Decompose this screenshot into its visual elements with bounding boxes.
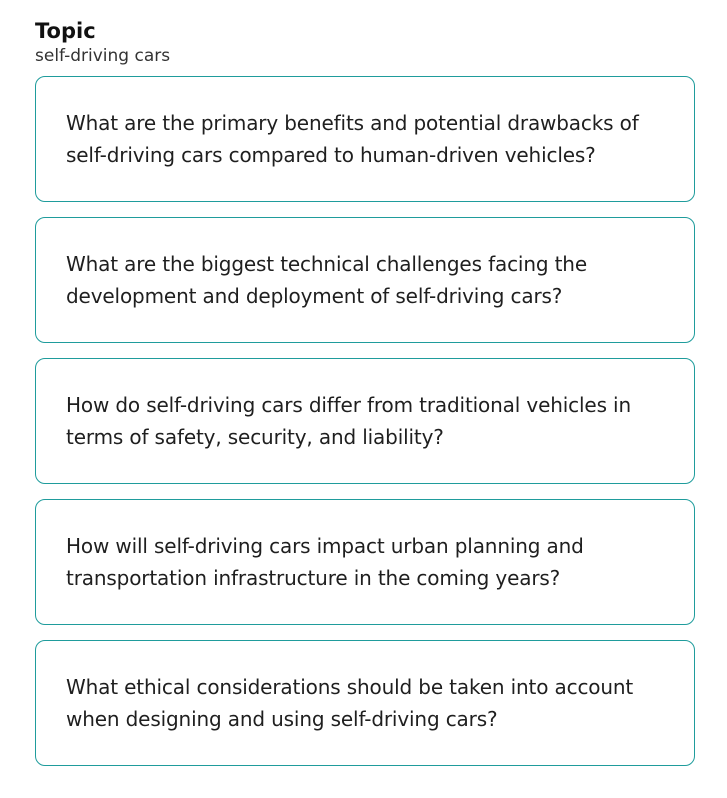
suggested-question-card[interactable] bbox=[35, 358, 695, 484]
suggested-question-text: How do self-driving cars differ from traditional vehicles in terms of safety, security, and liability? bbox=[66, 393, 631, 449]
suggested-question-card[interactable] bbox=[35, 217, 695, 343]
suggested-question-text: How will self-driving cars impact urban planning and transportation infrastructure in the coming years? bbox=[66, 534, 584, 590]
suggested-question-card[interactable] bbox=[35, 640, 695, 766]
topic-panel bbox=[35, 17, 695, 766]
suggested-question-text: What ethical considerations should be taken into account when designing and using self-driving cars? bbox=[66, 675, 634, 731]
topic-value: self-driving cars bbox=[35, 46, 171, 66]
topic-heading: Topic bbox=[35, 19, 96, 43]
suggested-question-text: What are the biggest technical challenges facing the development and deployment of self-driving cars? bbox=[66, 252, 587, 308]
suggested-question-text: What are the primary benefits and potential drawbacks of self-driving cars compared to human-driven vehicles? bbox=[66, 111, 639, 167]
suggested-questions-list bbox=[35, 76, 695, 766]
suggested-question-card[interactable] bbox=[35, 499, 695, 625]
suggested-question-card[interactable] bbox=[35, 76, 695, 202]
